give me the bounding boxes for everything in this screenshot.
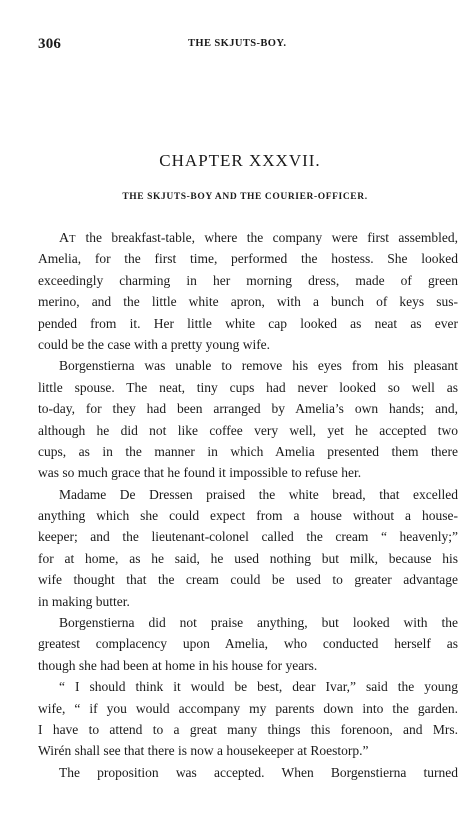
running-title: THE SKJUTS-BOY.	[188, 38, 287, 49]
paragraph-line: anything which she could expect from a house without a house-	[38, 508, 458, 524]
paragraph-line: “ I should think it would be best, dear Ivar,” said the young	[59, 679, 458, 695]
paragraph-line: Wirén shall see that there is now a housekeeper at Roestorp.”	[38, 743, 369, 759]
paragraph-line: Madame De Dressen praised the white bread, that excelled	[59, 486, 458, 502]
paragraph-line: although he did not like coffee very well, yet he accepted two	[38, 422, 458, 438]
paragraph-line: though she had been at home in his house for years.	[38, 657, 318, 673]
paragraph-line: pended from it. Her little white cap looked as neat as ever	[38, 315, 458, 331]
paragraph-line: exceedingly charming in her morning dress, made of green	[38, 272, 458, 288]
paragraph-line: was so much grace that he found it impossible to refuse her.	[38, 465, 362, 481]
paragraph-line: Amelia, for the first time, performed the hostess. She looked	[38, 251, 458, 267]
paragraph-line: cups, as in the manner in which Amelia presented them there	[38, 443, 458, 459]
paragraph-line: little spouse. The neat, tiny cups had never looked so well as	[38, 379, 458, 395]
body-text	[38, 227, 458, 783]
paragraph-line: greatest complacency upon Amelia, who conducted herself as	[38, 636, 458, 652]
paragraph-line: keeper; and the lieutenant-colonel called the cream “ heavenly;”	[38, 529, 458, 545]
chapter-title: CHAPTER XXXVII.	[159, 151, 321, 170]
paragraph-line: Borgenstierna was unable to remove his eyes from his pleasant	[59, 358, 458, 374]
lead-initial: A	[59, 231, 70, 246]
paragraph-line: in making butter.	[38, 593, 130, 609]
paragraph-line: I have to attend to a great many things this forenoon, and Mrs.	[38, 721, 458, 737]
paragraph-line: The proposition was accepted. When Borgenstierna turned	[59, 764, 458, 780]
paragraph-line: Borgenstierna did not praise anything, but looked with the	[59, 615, 458, 631]
paragraph-line: wife, “ if you would accompany my parents down into the garden.	[38, 700, 458, 716]
running-head	[38, 36, 458, 56]
line-text: the breakfast-table, where the company were first assembled,	[76, 230, 458, 245]
paragraph-line: wife thought that the cream could be used to greater advantage	[38, 572, 458, 588]
paragraph-line: could be the case with a pretty young wife.	[38, 336, 271, 352]
paragraph-line	[38, 227, 458, 248]
page-number: 306	[38, 36, 62, 52]
paragraph-line: for at home, as he said, he used nothing but milk, because his	[38, 550, 458, 566]
paragraph-line: merino, and the little white apron, with a bunch of keys sus-	[38, 294, 458, 310]
lead-smallcap: T	[69, 234, 77, 245]
paragraph-line: to-day, for they had been arranged by Amelia’s own hands; and,	[38, 401, 458, 417]
chapter-subtitle: THE SKJUTS-BOY AND THE COURIER-OFFICER.	[122, 192, 368, 202]
